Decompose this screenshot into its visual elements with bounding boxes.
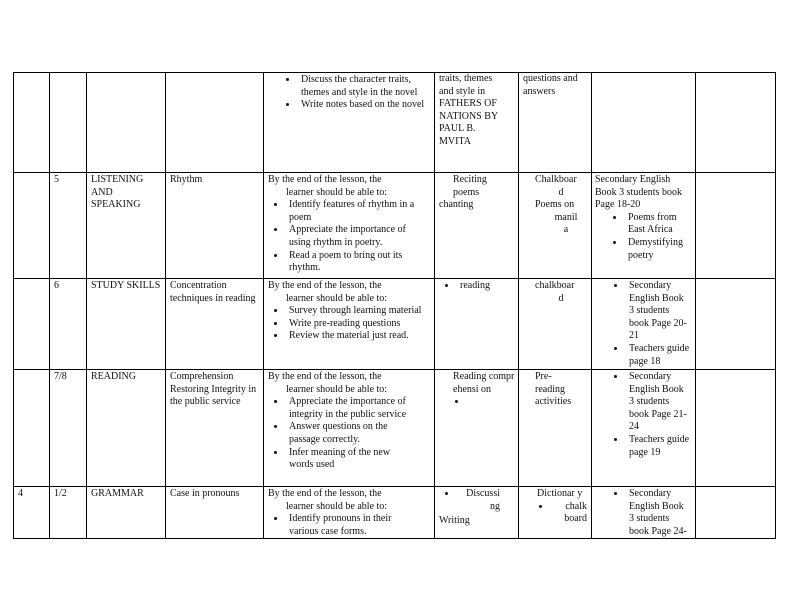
activity-text: Reading comprehensi on — [453, 371, 515, 395]
resource-line: Poems on — [535, 199, 575, 211]
activity-extra: Writing — [439, 515, 470, 527]
resource-line: chalkboar — [535, 280, 575, 291]
references-cell — [592, 73, 696, 173]
activities-cell — [435, 370, 519, 487]
references-cell — [592, 279, 696, 370]
reference-item: • Secondary English Book 3 students book Page 24- — [626, 488, 691, 538]
lesson-cell: 5 — [50, 173, 87, 279]
table-row — [14, 370, 776, 487]
subtopic-cell: Case in pronouns — [166, 487, 264, 539]
activity-line: Reciting — [453, 174, 487, 185]
resources-cell: questions and answers — [519, 73, 592, 173]
activity-line: chanting — [439, 199, 474, 211]
reference-intro: Secondary English Book 3 students book Page 18-20 — [595, 174, 682, 211]
activities-cell: traits, themes and style in FATHERS OF NATIONS BY PAUL B. MVITA — [435, 73, 519, 173]
topic-cell: READING — [87, 370, 166, 487]
objective-item: • Appreciate the importance of using rhythm in poetry. — [286, 224, 426, 249]
objectives-intro: By the end of the lesson, the — [268, 174, 382, 185]
week-cell — [14, 173, 50, 279]
objectives-intro: By the end of the lesson, the — [268, 371, 382, 382]
objectives-cell — [264, 487, 435, 539]
reference-item: • Teachers guide page 18 — [626, 343, 691, 368]
objectives-intro: learner should be able to: — [286, 500, 388, 512]
table-row — [14, 173, 776, 279]
remarks-cell — [696, 73, 776, 173]
objective-item: • Review the material just read. — [286, 330, 424, 343]
objective-item: • Read a poem to bring out its rhythm. — [286, 250, 426, 275]
objective-item: • Discuss the character traits, themes and style in the novel — [298, 74, 430, 99]
objectives-cell — [264, 73, 435, 173]
subtopic-cell — [166, 73, 264, 173]
subtopic-cell: Rhythm — [166, 173, 264, 279]
activity-item: • reading — [457, 280, 514, 293]
reference-item: • Teachers guide page 19 — [626, 434, 691, 459]
topic-cell: STUDY SKILLS — [87, 279, 166, 370]
activity-line: poems — [453, 186, 480, 198]
reference-item: • Secondary English Book 3 students book Page 20-21 — [626, 280, 691, 343]
remarks-cell — [696, 370, 776, 487]
subtopic-cell: Concentration techniques in reading — [166, 279, 264, 370]
objective-item: • Write notes based on the novel — [298, 99, 430, 112]
objectives-intro: learner should be able to: — [286, 383, 388, 395]
objective-item: • Identify pronouns in their various case forms. — [286, 513, 416, 538]
topic-cell — [87, 73, 166, 173]
objectives-intro: learner should be able to: — [286, 186, 388, 198]
reference-item: • Demystifying poetry — [625, 237, 691, 262]
objectives-intro: learner should be able to: — [286, 292, 388, 304]
objective-item: • Appreciate the importance of integrity in the public service — [286, 396, 416, 421]
reference-item: • Secondary English Book 3 students book Page 21-24 — [626, 371, 691, 434]
week-cell — [14, 279, 50, 370]
resource-line: a — [563, 224, 569, 236]
resources-cell — [519, 173, 592, 279]
objectives-intro: By the end of the lesson, the — [268, 280, 382, 291]
objectives-cell — [264, 370, 435, 487]
scheme-of-work-table — [13, 72, 776, 539]
lesson-cell — [50, 73, 87, 173]
topic-cell: LISTENING AND SPEAKING — [87, 173, 166, 279]
table-row — [14, 73, 776, 173]
activities-cell — [435, 279, 519, 370]
subtopic-cell: Comprehension Restoring Integrity in the public service — [166, 370, 264, 487]
remarks-cell — [696, 279, 776, 370]
resource-intro: Dictionar y — [537, 488, 583, 499]
lesson-cell: 7/8 — [50, 370, 87, 487]
objective-item: • Write pre-reading questions — [286, 318, 424, 331]
topic-cell: GRAMMAR — [87, 487, 166, 539]
activities-cell — [435, 173, 519, 279]
objective-item: • Identify features of rhythm in a poem — [286, 199, 426, 224]
activity-item: • Discussi ng — [457, 488, 500, 513]
objectives-intro: By the end of the lesson, the — [268, 488, 382, 499]
resources-cell — [519, 279, 592, 370]
objectives-cell — [264, 173, 435, 279]
objectives-cell — [264, 279, 435, 370]
resource-line: manil — [554, 211, 578, 223]
lesson-cell: 1/2 — [50, 487, 87, 539]
week-cell: 4 — [14, 487, 50, 539]
resource-line: d — [558, 186, 564, 198]
references-cell — [592, 487, 696, 539]
resource-line: Chalkboar — [535, 174, 577, 185]
week-cell — [14, 73, 50, 173]
resources-cell — [519, 487, 592, 539]
references-cell — [592, 173, 696, 279]
empty-bullet — [467, 396, 516, 409]
objective-item: • Infer meaning of the new words used — [286, 447, 416, 472]
objective-item: • Survey through learning material — [286, 305, 424, 318]
remarks-cell — [696, 487, 776, 539]
references-cell — [592, 370, 696, 487]
remarks-cell — [696, 173, 776, 279]
reference-item: • Poems from East Africa — [625, 212, 691, 237]
table-row — [14, 279, 776, 370]
table-row — [14, 487, 776, 539]
week-cell — [14, 370, 50, 487]
lesson-cell: 6 — [50, 279, 87, 370]
activities-cell — [435, 487, 519, 539]
resource-item: • chalk board — [551, 501, 587, 526]
resources-cell: Pre-reading activities — [519, 370, 592, 487]
resource-line: d — [558, 292, 564, 304]
objective-item: • Answer questions on the passage correctly. — [286, 421, 416, 446]
